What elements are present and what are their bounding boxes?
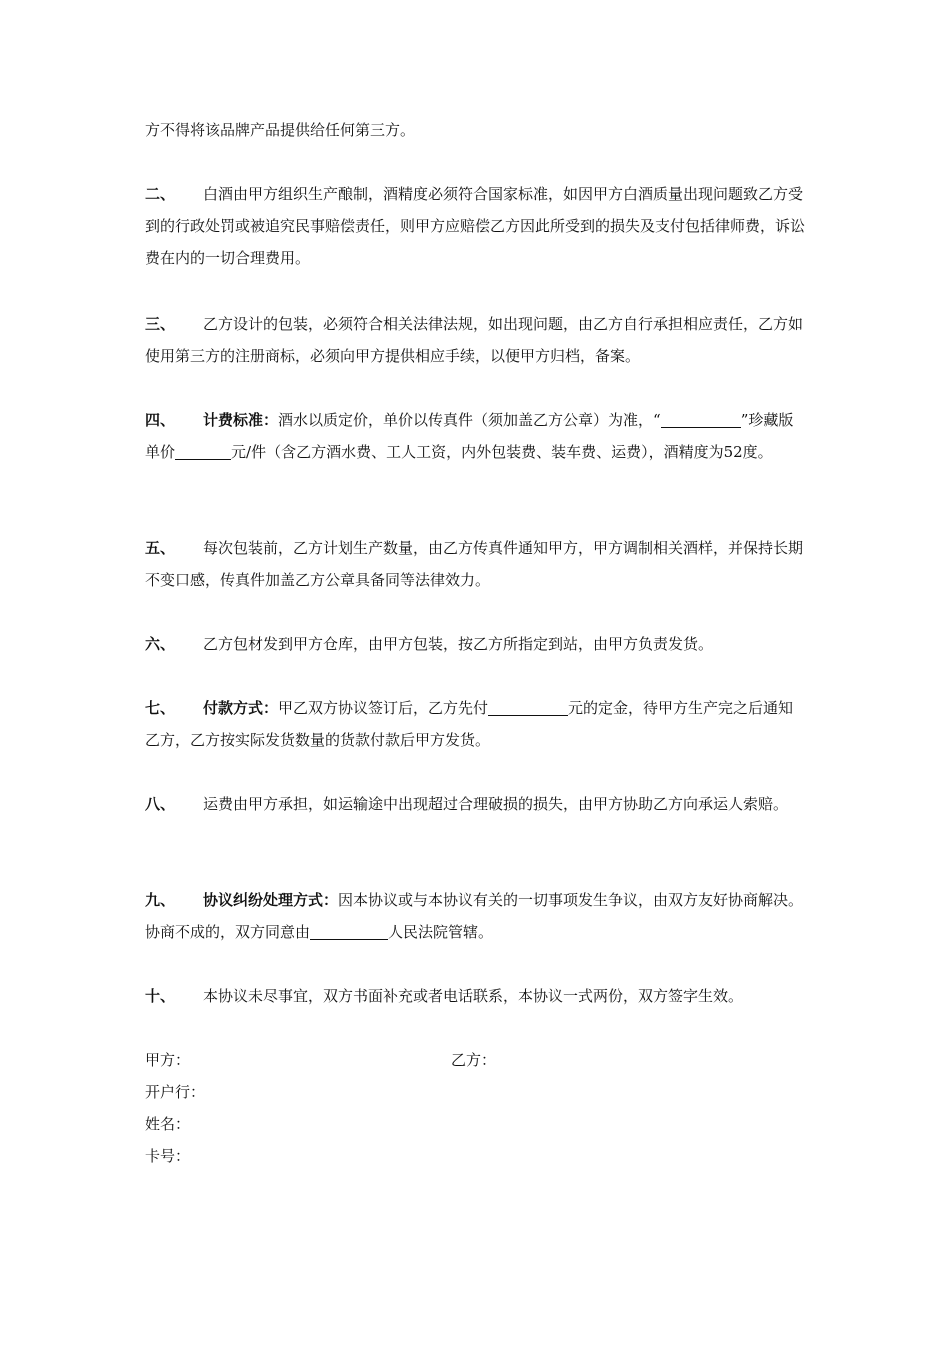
clause-number: 四、 bbox=[145, 411, 176, 429]
clause-2 bbox=[145, 178, 805, 274]
clause-text: 白酒由甲方组织生产酿制，酒精度必须符合国家标准，如因甲方白酒质量出现问题致乙方受到的行政处罚或被追究民事赔偿责任，则甲方应赔偿乙方因此所受到的损失及支付包括律师费，诉讼费在内的一切合理费用。 bbox=[145, 185, 806, 267]
clause-8 bbox=[145, 788, 805, 820]
signature-bank: 开户行： bbox=[145, 1083, 206, 1101]
signature-party-b: 乙方： bbox=[451, 1051, 497, 1069]
clause-number: 十、 bbox=[145, 987, 176, 1005]
clause-10 bbox=[145, 980, 805, 1012]
clause-text: 酒水以质定价，单价以传真件（须加盖乙方公章）为准，“ bbox=[278, 411, 661, 429]
clause-4 bbox=[145, 404, 805, 468]
intro-tail: 方不得将该品牌产品提供给任何第三方。 bbox=[145, 121, 416, 139]
clause-number: 三、 bbox=[145, 315, 176, 333]
clause-text: 人民法院管辖。 bbox=[388, 923, 494, 941]
clause-number: 六、 bbox=[145, 635, 176, 653]
clause-text: 因本协议或与本协议有关的一切事项发生争议，由双方友好协商解决。协商不成的，双方同意由 bbox=[145, 891, 804, 941]
blank-product-name bbox=[661, 411, 741, 428]
clause-lead: 协议纠纷处理方式： bbox=[203, 891, 339, 909]
clause-6 bbox=[145, 628, 805, 660]
signature-name: 姓名： bbox=[145, 1115, 191, 1133]
clause-number: 五、 bbox=[145, 539, 176, 557]
blank-deposit-amount bbox=[488, 699, 568, 716]
clause-lead: 付款方式： bbox=[203, 699, 279, 717]
clause-number: 七、 bbox=[145, 699, 176, 717]
clause-9 bbox=[145, 884, 805, 948]
clause-text: 乙方包材发到甲方仓库，由甲方包装，按乙方所指定到站，由甲方负责发货。 bbox=[203, 635, 714, 653]
clause-text: 每次包装前，乙方计划生产数量，由乙方传真件通知甲方，甲方调制相关酒样，并保持长期不变口感，传真件加盖乙方公章具备同等法律效力。 bbox=[145, 539, 804, 589]
clause-text: 元的定金，待甲方生产完之后通知乙方，乙方按实际发货数量的货款付款后甲方发货。 bbox=[145, 699, 794, 749]
clause-text: ”珍藏版单价 bbox=[145, 411, 794, 461]
clause-number: 八、 bbox=[145, 795, 176, 813]
blank-unit-price bbox=[175, 443, 231, 460]
clause-number: 九、 bbox=[145, 891, 176, 909]
clause-text: 乙方设计的包装，必须符合相关法律法规，如出现问题，由乙方自行承担相应责任，乙方如使用第三方的注册商标，必须向甲方提供相应手续，以便甲方归档，备案。 bbox=[145, 315, 804, 365]
signature-party-a: 甲方： bbox=[145, 1051, 191, 1069]
clause-7 bbox=[145, 692, 805, 756]
clause-text: 运费由甲方承担，如运输途中出现超过合理破损的损失，由甲方协助乙方向承运人索赔。 bbox=[203, 795, 789, 813]
clause-5 bbox=[145, 532, 805, 596]
clause-3 bbox=[145, 308, 805, 372]
clause-text: 甲乙双方协议签订后，乙方先付 bbox=[278, 699, 489, 717]
clause-text: 本协议未尽事宜，双方书面补充或者电话联系，本协议一式两份，双方签字生效。 bbox=[203, 987, 744, 1005]
clause-lead: 计费标准： bbox=[203, 411, 279, 429]
blank-court-name bbox=[310, 923, 388, 940]
signature-card: 卡号： bbox=[145, 1147, 191, 1165]
clause-number: 二、 bbox=[145, 185, 176, 203]
clause-text: 元/件（含乙方酒水费、工人工资，内外包装费、装车费、运费），酒精度为52度。 bbox=[231, 443, 773, 461]
